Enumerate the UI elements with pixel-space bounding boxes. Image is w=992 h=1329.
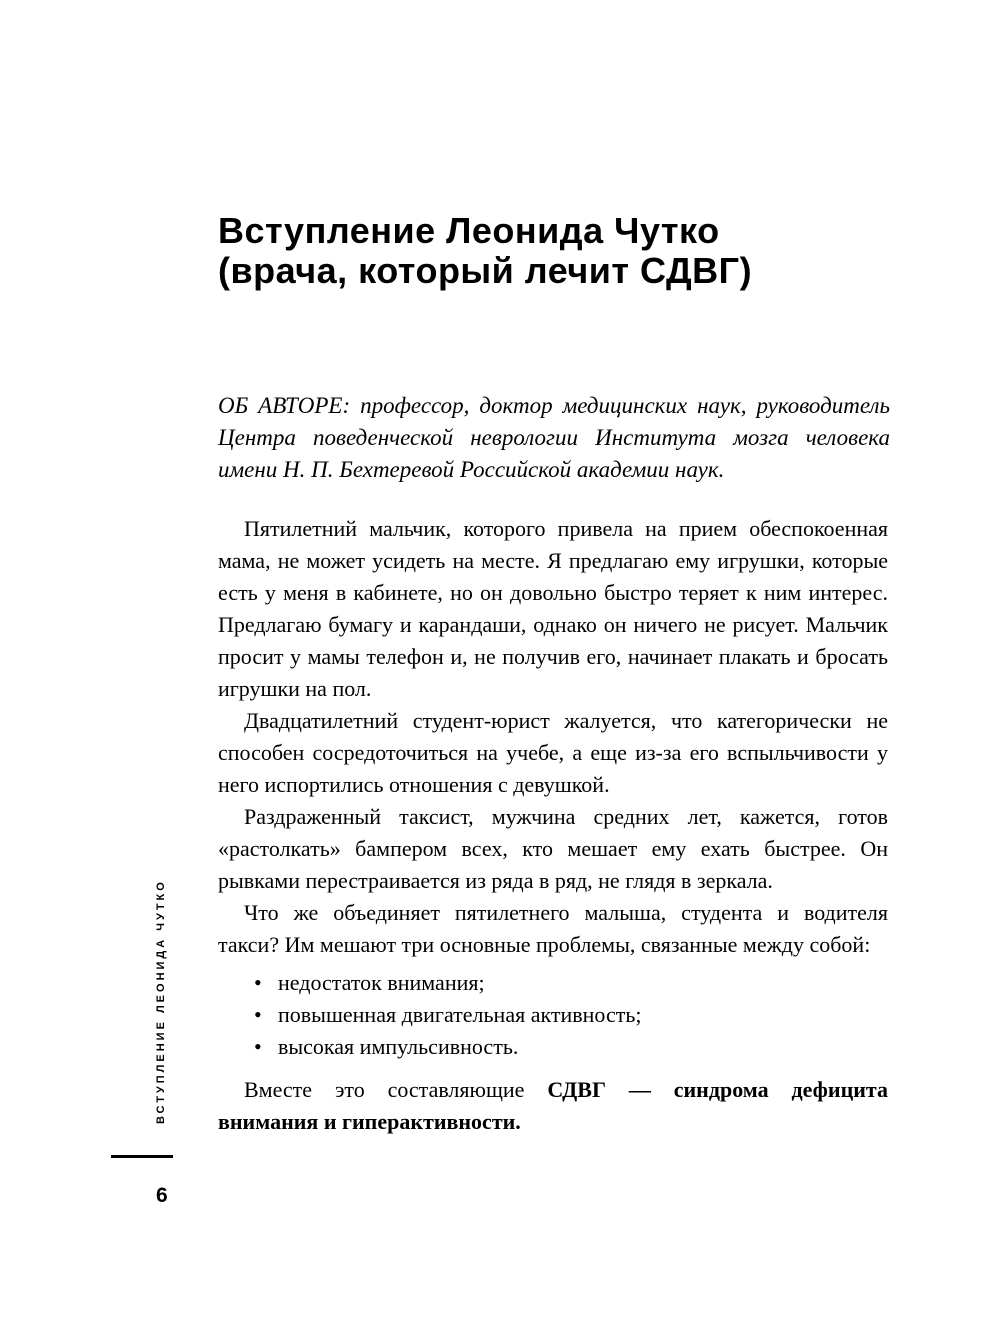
list-item-activity: • повышенная двигательная активность; bbox=[218, 999, 888, 1031]
page-number: 6 bbox=[156, 1184, 168, 1207]
paragraph-taxi-driver: Раздраженный таксист, мужчина средних лет, кажется, готов «растолкать» бампером всех, кто мешает ему ехать быстрее. Он рывками перестраивается из ряда в ряд, не глядя в зеркала. bbox=[218, 804, 888, 893]
paragraph-student: Двадцатилетний студент-юрист жалуется, что категорически не способен сосредоточиться на учебе, а еще из-за его вспыльчивости у него испортились отношения с девушкой. bbox=[218, 708, 888, 797]
paragraph-boy: Пятилетний мальчик, которого привела на прием обеспокоенная мама, не может усидеть на месте. Я предлагаю ему игрушки, которые есть у меня в кабинете, но он довольно быстро теряет к ним интерес. Предлагаю бумагу и карандаши, однако он ничего не рисует. Мальчик просит у мамы телефон и, не получив его, начинает плакать и бросать игрушки на пол. bbox=[218, 516, 888, 701]
list-item-impulsivity: • высокая импульсивность. bbox=[218, 1031, 888, 1063]
list-item-attention: • недостаток внимания; bbox=[218, 967, 888, 999]
running-header-vertical: ВСТУПЛЕНИЕ ЛЕОНИДА ЧУТКО bbox=[155, 879, 167, 1124]
footer-rule bbox=[111, 1155, 173, 1158]
closing-paragraph bbox=[218, 1074, 888, 1138]
closing-normal-text: Вместе это составляющие bbox=[244, 1077, 548, 1102]
chapter-title-line2: (врача, который лечит СДВГ) bbox=[218, 250, 753, 291]
paragraph-question: Что же объединяет пятилетнего малыша, студента и водителя такси? Им мешают три основные проблемы, связанные между собой: bbox=[218, 900, 888, 957]
body-text bbox=[218, 513, 888, 1138]
closing-bold-text: СДВГ — синдрома дефицита внимания и гиперактивности. bbox=[218, 1077, 889, 1134]
chapter-title bbox=[218, 211, 752, 291]
problems-list bbox=[218, 967, 888, 1063]
chapter-title-line1: Вступление Леонида Чутко bbox=[218, 210, 720, 251]
author-note: ОБ АВТОРЕ: профессор, доктор медицинских наук, руководитель Центра поведенческой неврологии Института мозга человека имени Н. П. Бехтеревой Российской академии наук. bbox=[218, 393, 890, 482]
